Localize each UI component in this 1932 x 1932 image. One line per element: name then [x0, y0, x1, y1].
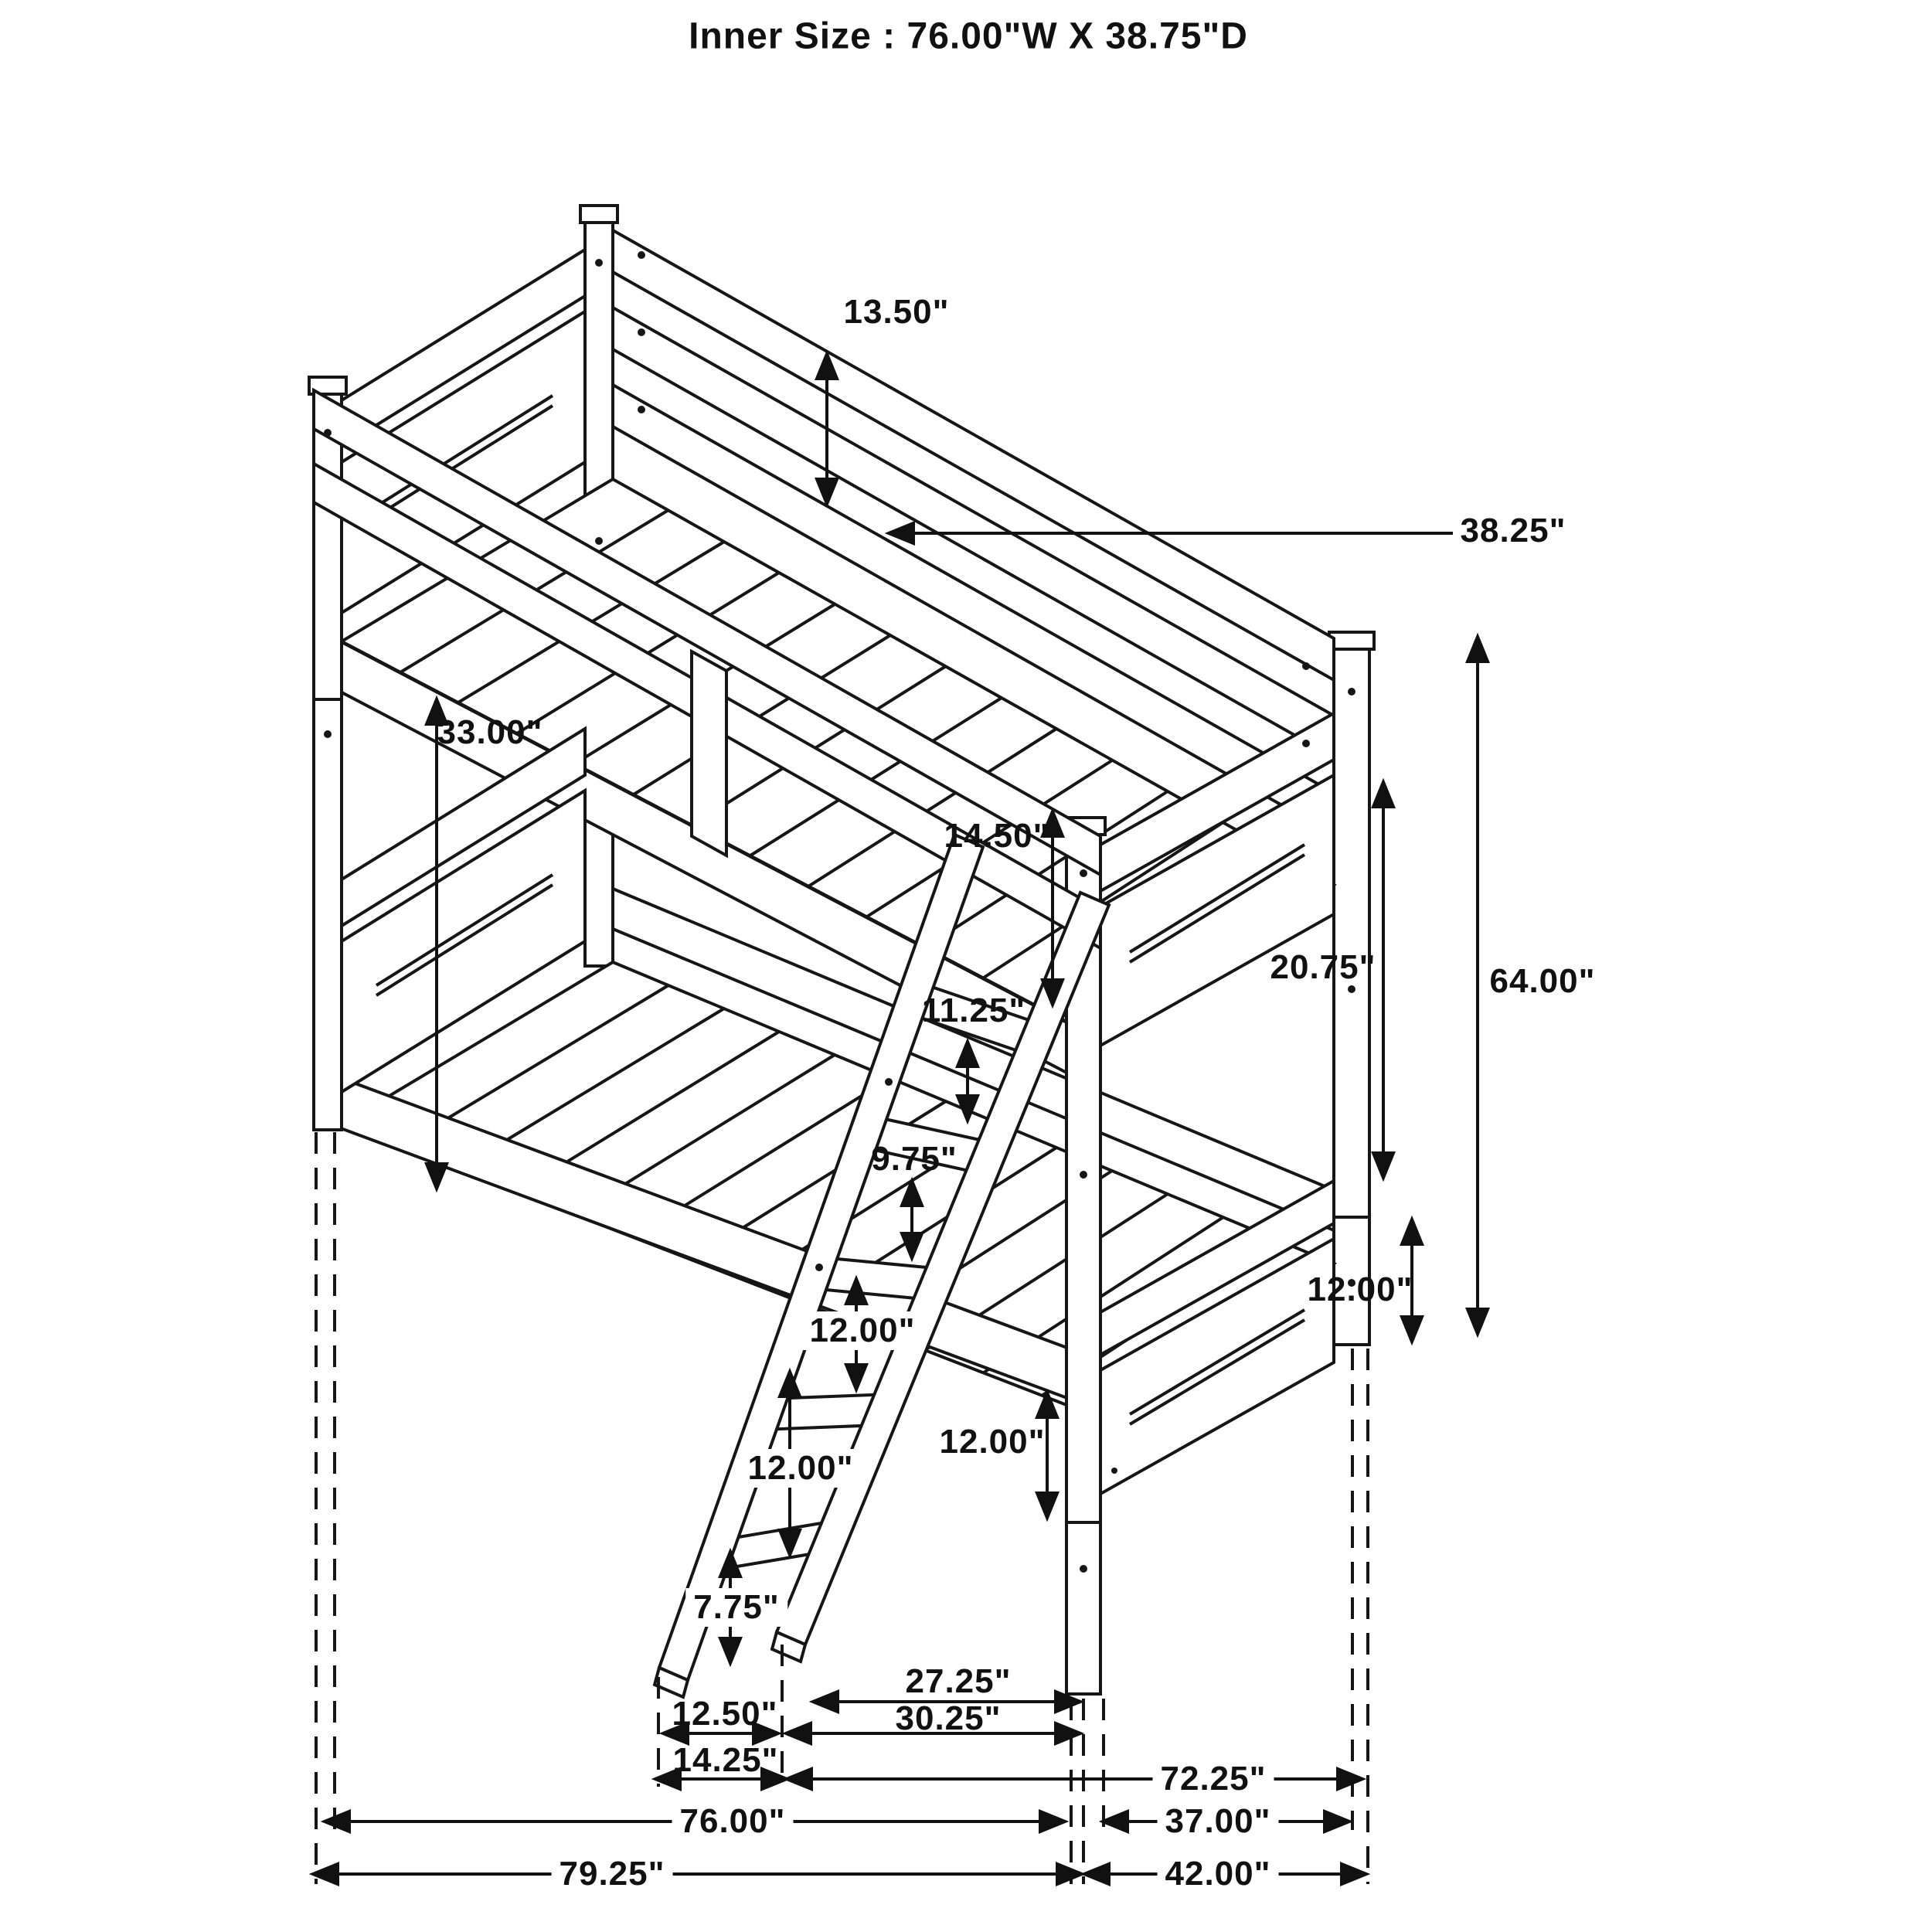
dim-label-end-width: 37.00": [1158, 1802, 1279, 1841]
dim-label-step-gap-3: 12.00": [802, 1311, 923, 1350]
dim-label-right-post-section: 12.00": [1307, 1270, 1413, 1308]
dim-label-guardrail-height: 14.50": [944, 817, 1050, 855]
dim-arrow-frame-to-post: [787, 1769, 1362, 1789]
dim-label-bunk-clearance: 20.75": [1270, 948, 1376, 986]
dim-label-overall-length: 79.25": [552, 1855, 673, 1893]
dim-label-overall-width: 42.00": [1158, 1855, 1279, 1893]
dim-label-frame-to-post: 72.25": [1153, 1760, 1274, 1798]
dim-label-upper-rail-height: 13.50": [843, 293, 950, 331]
dim-arrow-bunk-clearance: [1373, 782, 1393, 1178]
dim-arrow-overall-length: [313, 1864, 1082, 1884]
page-title: Inner Size : 76.00"W X 38.75"D: [689, 15, 1248, 57]
dim-label-inner-length: 76.00": [672, 1802, 794, 1841]
dim-label-bunk-gap: 33.00": [437, 713, 543, 751]
dim-label-step-gap-4: 12.00": [740, 1449, 862, 1488]
dim-label-slat-depth: 38.25": [1460, 512, 1566, 549]
dim-label-front-post-section: 12.00": [939, 1423, 1046, 1461]
dim-label-ladder-feet-inner: 12.50": [672, 1695, 778, 1733]
dim-arrow-overall-height: [1468, 637, 1488, 1334]
dim-label-ladder-feet-outer: 14.25": [672, 1741, 779, 1779]
dim-label-step-gap-2: 9.75": [871, 1140, 957, 1178]
dim-label-ladder-span-lower: 30.25": [895, 1699, 1002, 1737]
dim-label-ladder-span-upper: 27.25": [905, 1662, 1012, 1700]
dim-label-overall-height: 64.00": [1489, 962, 1596, 1000]
dim-label-step-gap-1: 11.25": [921, 992, 1026, 1029]
dim-label-ladder-bottom-gap: 7.75": [685, 1588, 787, 1627]
